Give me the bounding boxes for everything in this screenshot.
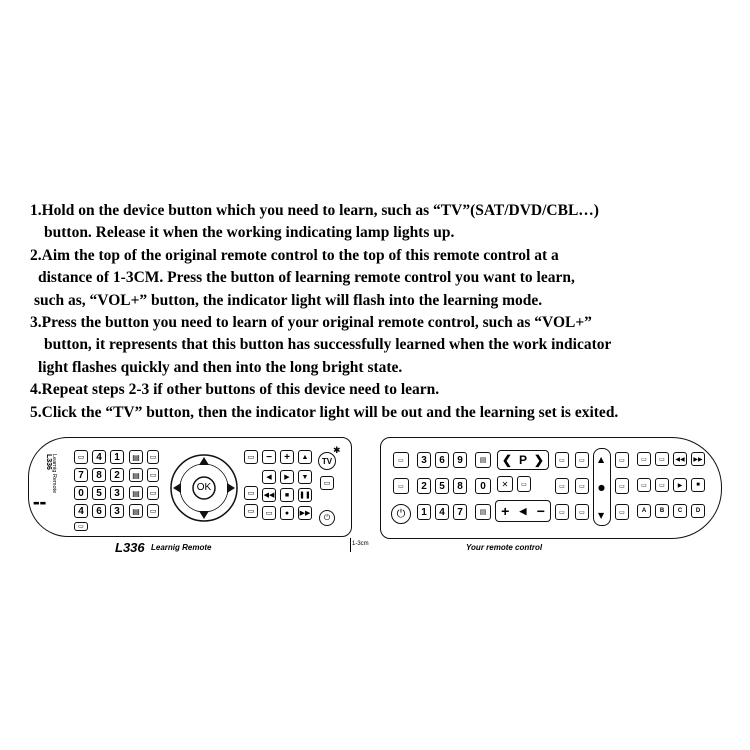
- tv-button: ▭: [615, 504, 629, 520]
- menu-button: ▭: [575, 452, 589, 468]
- exit-button: ▭: [615, 452, 629, 468]
- down-icon: ▼: [598, 511, 605, 520]
- smart-hub-button: ▭: [555, 478, 569, 494]
- stop-button: ■: [280, 488, 294, 502]
- digit-button-9: 9: [453, 452, 467, 468]
- forward-button: ▶▶: [691, 452, 705, 466]
- pause-button: ❚❚: [298, 488, 312, 502]
- ch-list-button: ▭: [555, 452, 569, 468]
- ch-down-button: ▼: [298, 470, 312, 484]
- navigation-dpad: [169, 453, 239, 523]
- info-button: ▭: [575, 504, 589, 520]
- digit-button-3: 3: [110, 504, 124, 518]
- remote-brand-logo: [43, 452, 57, 520]
- yellow-button: ▭: [244, 504, 258, 518]
- color-button-b2: B: [655, 504, 669, 518]
- digit-button-1: 1: [110, 450, 124, 464]
- learning-remote-model-caption: L336: [115, 540, 145, 555]
- distance-marker: [350, 538, 351, 552]
- record-button: ●: [280, 506, 294, 520]
- original-remote-caption: Your remote control: [466, 543, 543, 552]
- vol-plus-button: +: [280, 450, 294, 464]
- color-button-c: ▭: [655, 452, 669, 466]
- vol-small-button: ▭: [517, 476, 531, 492]
- power-button: ⏻: [319, 510, 335, 526]
- digit-button-4: 4: [92, 450, 106, 464]
- original-remote-illustration: [380, 437, 722, 539]
- fav-button: ▭: [147, 486, 159, 500]
- color-button-c2: C: [673, 504, 687, 518]
- forward-button: ▶▶: [298, 506, 312, 520]
- blue-button: ▭: [262, 506, 276, 520]
- digit-button-7: 7: [74, 468, 88, 482]
- list-button: ▤: [475, 452, 491, 468]
- ch-up-button: ▲: [298, 450, 312, 464]
- guide-button: ▭: [555, 504, 569, 520]
- source-button: ▭: [393, 452, 409, 468]
- play-button: ▶: [673, 478, 687, 492]
- svg-text:Learnig Remote: Learnig Remote: [51, 454, 57, 494]
- color-button-d2: D: [691, 504, 705, 518]
- digit-button-5: 5: [92, 486, 106, 500]
- color-button-a: ▭: [637, 452, 651, 466]
- exit-button: ▤: [129, 504, 143, 518]
- instruction-line: 5.Click the “TV” button, then the indicator light will be out and the learning set is exited.: [30, 403, 619, 421]
- tools-button: ▭: [575, 478, 589, 494]
- instruction-line: such as, “VOL+” button, the indicator light will flash into the learning mode.: [34, 291, 543, 309]
- digit-button-3: 3: [417, 452, 431, 468]
- mute-button: ✕: [497, 476, 513, 492]
- instruction-line: light flashes quickly and then into the long bright state.: [38, 358, 403, 376]
- digit-button-6: 6: [435, 452, 449, 468]
- digit-button-4: 4: [74, 504, 88, 518]
- small-button: ▭: [74, 522, 88, 531]
- rewind-button: ◀◀: [673, 452, 687, 466]
- channel-p-label: P: [518, 453, 527, 467]
- channel-rocker: [497, 450, 549, 470]
- digit-button-6: 6: [92, 504, 106, 518]
- text-button: ▭: [147, 450, 159, 464]
- subtitle-button: ▭: [74, 450, 88, 464]
- navigation-column: [593, 448, 611, 526]
- color-button-a2: A: [637, 504, 651, 518]
- ok-icon: ●: [598, 483, 605, 492]
- indicator-light-icon: ✱: [333, 446, 341, 456]
- instruction-line: button, it represents that this button has successfully learned when the work indicator: [44, 336, 612, 354]
- ok-label: OK: [196, 482, 212, 493]
- digit-button-8: 8: [92, 468, 106, 482]
- rewind-button: ◀◀: [262, 488, 276, 502]
- vol-minus-label: −: [536, 503, 545, 519]
- setting-button: ▭: [393, 478, 409, 494]
- mute-button: ▭: [147, 468, 159, 482]
- distance-label: 1-3cm: [352, 541, 369, 547]
- vol-button: ◀: [262, 470, 276, 484]
- digit-button-0: 0: [74, 486, 88, 500]
- stop-button: ■: [691, 478, 705, 492]
- up-icon: ▲: [598, 455, 605, 464]
- list-button: ▭: [147, 504, 159, 518]
- volume-rocker: [495, 500, 551, 522]
- instruction-list: [30, 200, 730, 424]
- menu-button: ▤: [129, 450, 143, 464]
- svg-text:L336: L336: [45, 454, 52, 470]
- ir-emitter-icon: ▬▬: [33, 499, 47, 507]
- vol-icon: ◀: [519, 505, 527, 516]
- digit-button-8: 8: [453, 478, 467, 494]
- red-button: ▭: [244, 450, 258, 464]
- digit-button-7: 7: [453, 504, 467, 520]
- channel-left-icon: ❮: [502, 453, 513, 467]
- digit-button-2: 2: [110, 468, 124, 482]
- info-button: ▤: [129, 468, 143, 482]
- learning-remote-caption: Learnig Remote: [151, 543, 212, 552]
- pre-ch-button: ▤: [475, 504, 491, 520]
- vol-minus-button: −: [262, 450, 276, 464]
- channel-right-icon: ❯: [533, 453, 544, 467]
- instruction-line: 3.Press the button you need to learn of your original remote control, such as “VOL+”: [30, 314, 592, 332]
- digit-button-0: 0: [475, 478, 491, 494]
- play-button: ▶: [280, 470, 294, 484]
- instruction-line: distance of 1-3CM. Press the button of learning remote control you want to learn,: [38, 269, 575, 287]
- color-button-b: ▭: [637, 478, 651, 492]
- digit-button-2: 2: [417, 478, 431, 494]
- instruction-line: 1.Hold on the device button which you need to learn, such as “TV”(SAT/DVD/CBL…): [30, 202, 599, 219]
- instruction-line: 2.Aim the top of the original remote control to the top of this remote control at a: [30, 246, 559, 264]
- sat-device-button: ▭: [320, 476, 334, 490]
- digit-button-5: 5: [435, 478, 449, 494]
- green-button: ▭: [244, 486, 258, 500]
- power-button: ⏻: [391, 504, 411, 524]
- learning-remote-illustration: [28, 437, 352, 537]
- instruction-line: button. Release it when the working indicating lamp lights up.: [44, 224, 455, 242]
- digit-button-4: 4: [435, 504, 449, 520]
- instruction-line: 4.Repeat steps 2-3 if other buttons of this device need to learn.: [30, 381, 440, 399]
- color-button-d: ▭: [655, 478, 669, 492]
- return-button: ▭: [615, 478, 629, 494]
- digit-button-1: 1: [417, 504, 431, 520]
- vol-plus-label: +: [501, 503, 510, 519]
- tv-device-button: TV: [318, 452, 336, 470]
- guide-button: ▤: [129, 486, 143, 500]
- digit-button-3: 3: [110, 486, 124, 500]
